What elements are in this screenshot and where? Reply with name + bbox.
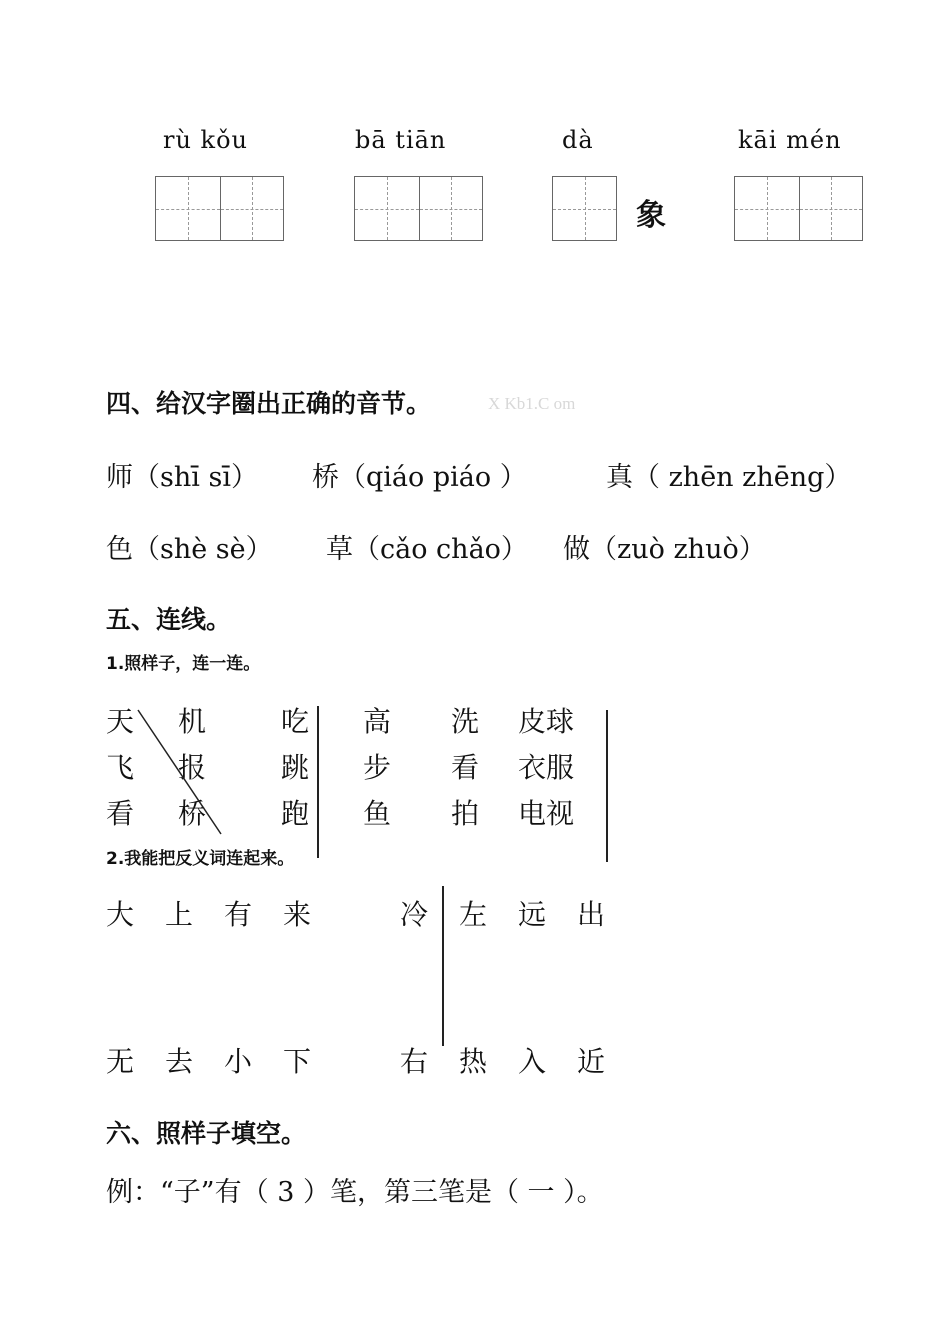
- watermark: X Kb1.C om: [488, 394, 576, 413]
- match-char[interactable]: 看: [106, 797, 135, 830]
- match-char[interactable]: 步: [363, 751, 392, 784]
- pinyin-ru-kou: rù kǒu: [163, 126, 249, 154]
- syllable-item-qiao[interactable]: 桥（qiáo piáo ）: [312, 462, 527, 493]
- match-char[interactable]: 天: [106, 705, 135, 738]
- pinyin-da: dà: [562, 126, 594, 154]
- syllable-item-zuo[interactable]: 做（zuò zhuò）: [563, 534, 766, 565]
- match-char[interactable]: 飞: [106, 751, 135, 784]
- section5-heading: 五、连线。: [106, 605, 232, 634]
- antonym-char[interactable]: 大: [106, 898, 135, 931]
- match-char[interactable]: 跑: [281, 797, 310, 830]
- column-divider: [606, 710, 608, 862]
- match-char[interactable]: 吃: [281, 705, 310, 738]
- match-char[interactable]: 桥: [178, 797, 207, 830]
- match-word[interactable]: 衣服: [518, 751, 575, 784]
- antonym-char[interactable]: 远: [518, 898, 547, 931]
- match-char[interactable]: 高: [363, 705, 392, 738]
- antonym-char[interactable]: 右: [400, 1045, 429, 1078]
- match-char[interactable]: 看: [451, 751, 480, 784]
- section4-heading: 四、给汉字圈出正确的音节。: [106, 389, 432, 418]
- match-char[interactable]: 机: [178, 705, 207, 738]
- match-char[interactable]: 报: [178, 751, 207, 784]
- antonym-char[interactable]: 上: [165, 898, 194, 931]
- antonym-char[interactable]: 出: [577, 898, 606, 931]
- antonym-char[interactable]: 小: [224, 1045, 253, 1078]
- antonym-char[interactable]: 热: [459, 1045, 488, 1078]
- match-word[interactable]: 电视: [518, 797, 575, 830]
- match-char[interactable]: 鱼: [363, 797, 392, 830]
- match-char[interactable]: 拍: [451, 797, 480, 830]
- pinyin-ba-tian: bā tiān: [355, 126, 447, 154]
- antonym-char[interactable]: 入: [518, 1045, 547, 1078]
- antonym-char[interactable]: 冷: [400, 898, 429, 931]
- antonym-char[interactable]: 近: [577, 1045, 606, 1078]
- syllable-item-shi[interactable]: 师（shī sī）: [106, 462, 258, 493]
- antonym-divider: [442, 886, 444, 1046]
- antonym-char[interactable]: 有: [224, 898, 253, 931]
- antonym-char[interactable]: 去: [165, 1045, 194, 1078]
- section6-heading: 六、照样子填空。: [106, 1119, 307, 1148]
- section5-sub2: 2.我能把反义词连起来。: [106, 849, 295, 869]
- antonym-char[interactable]: 下: [283, 1045, 312, 1078]
- given-char-xiang: 象: [636, 198, 666, 233]
- antonym-char[interactable]: 来: [283, 898, 312, 931]
- syllable-item-zhen[interactable]: 真（ zhēn zhēng）: [606, 462, 852, 493]
- column-divider: [317, 706, 319, 858]
- pinyin-kai-men: kāi mén: [738, 126, 842, 154]
- antonym-char[interactable]: 无: [106, 1045, 135, 1078]
- section6-example: 例：“子”有（ 3 ）笔，第三笔是（ 一 ）。: [106, 1177, 604, 1208]
- section5-sub1: 1.照样子，连一连。: [106, 654, 261, 674]
- syllable-item-cao[interactable]: 草（cǎo chǎo）: [326, 534, 528, 565]
- match-char[interactable]: 洗: [451, 705, 480, 738]
- match-char[interactable]: 跳: [281, 751, 310, 784]
- syllable-item-se[interactable]: 色（shè sè）: [106, 534, 273, 565]
- match-word[interactable]: 皮球: [518, 705, 575, 738]
- antonym-char[interactable]: 左: [459, 898, 488, 931]
